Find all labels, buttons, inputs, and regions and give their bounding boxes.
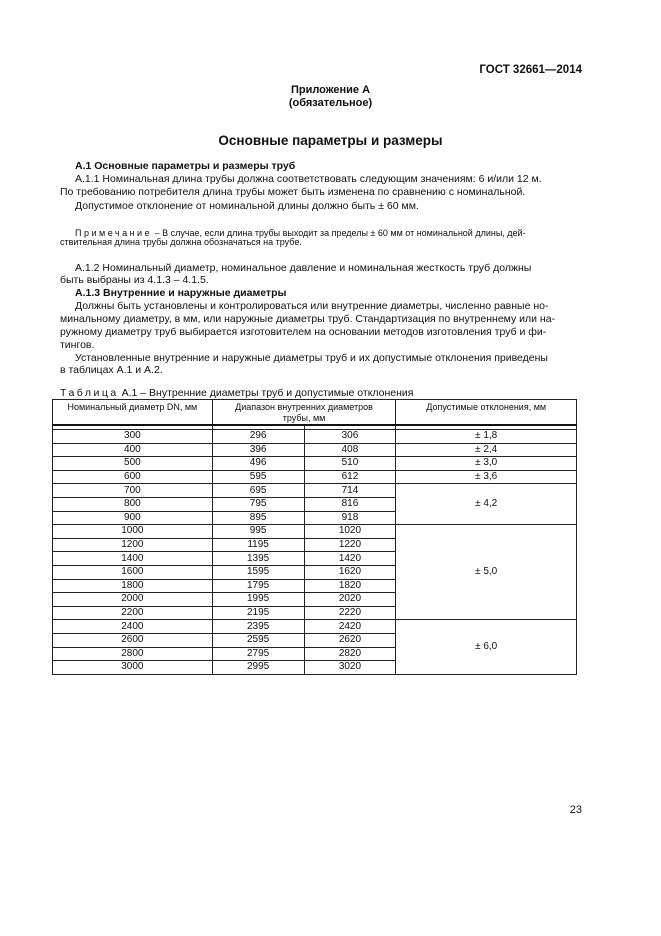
- table-header-row: [53, 400, 577, 426]
- table-row: [53, 620, 577, 634]
- table-cell: 612: [304, 470, 396, 484]
- table-cell: 408: [304, 443, 396, 457]
- tolerance-cell: ± 3,6: [396, 470, 577, 484]
- table-cell: 1800: [53, 579, 213, 593]
- tolerance-cell: ± 5,0: [396, 525, 577, 620]
- table-caption-label: Таблица: [60, 387, 119, 399]
- table-cell: 2200: [53, 606, 213, 620]
- table-cell: 2600: [53, 633, 213, 647]
- table-row: [53, 470, 577, 484]
- table-cell: 714: [304, 484, 396, 498]
- table-cell: 700: [53, 484, 213, 498]
- table-cell: 296: [212, 430, 304, 444]
- table-cell: 300: [53, 430, 213, 444]
- paragraph-a12-line2: быть выбраны из 4.1.3 – 4.1.5.: [60, 274, 209, 286]
- table-cell: 2800: [53, 647, 213, 661]
- table-cell: 1600: [53, 565, 213, 579]
- table-cell: 2020: [304, 593, 396, 607]
- document-code: ГОСТ 32661—2014: [479, 64, 582, 76]
- table-cell: 816: [304, 497, 396, 511]
- table-cell: 995: [212, 525, 304, 539]
- note-text: – В случае, если длина трубы выходит за пределы ± 60 мм от номинальной длины, дей-: [152, 228, 526, 238]
- table-cell: 2420: [304, 620, 396, 634]
- table-cell: 3000: [53, 661, 213, 675]
- section-a1-heading: А.1 Основные параметры и размеры труб: [75, 160, 296, 172]
- paragraph-a11-line1: А.1.1 Номинальная длина трубы должна соответствовать следующим значениям: 6 и/или 12 м.: [75, 173, 542, 185]
- table-row: [53, 443, 577, 457]
- table-cell: 1595: [212, 565, 304, 579]
- table-cell: 1220: [304, 538, 396, 552]
- table-cell: 1195: [212, 538, 304, 552]
- paragraph-a11-line2: По требованию потребителя длина трубы может быть изменена по сравнению с номинальной.: [60, 186, 526, 198]
- table-cell: 2000: [53, 593, 213, 607]
- table-cell: 2620: [304, 633, 396, 647]
- table-cell: 695: [212, 484, 304, 498]
- table-cell: 1820: [304, 579, 396, 593]
- appendix-subtitle: (обязательное): [288, 97, 373, 109]
- tolerance-cell: ± 4,2: [396, 484, 577, 525]
- table-cell: 1020: [304, 525, 396, 539]
- note-line2: ствительная длина трубы должна обозначаться на трубе.: [60, 237, 302, 247]
- table-cell: 1995: [212, 593, 304, 607]
- table-cell: 2400: [53, 620, 213, 634]
- table-row: [53, 525, 577, 539]
- table-cell: 396: [212, 443, 304, 457]
- table-cell: 1420: [304, 552, 396, 566]
- table-cell: 2820: [304, 647, 396, 661]
- paragraph-a13-line2: минальному диаметру, в мм, или наружные диаметры труб. Стандартизация по внутреннему или на-: [60, 313, 556, 325]
- main-title: Основные параметры и размеры: [218, 133, 443, 148]
- table-row: [53, 430, 577, 444]
- table-cell: 2220: [304, 606, 396, 620]
- table-cell: 900: [53, 511, 213, 525]
- paragraph-a13-line1: Должны быть установлены и контролироваться или внутренние диаметры, численно равные но-: [75, 300, 549, 312]
- table-cell: 1620: [304, 565, 396, 579]
- table-cell: 1395: [212, 552, 304, 566]
- table-cell: 400: [53, 443, 213, 457]
- table-caption-text: А.1 – Внутренние диаметры труб и допустимые отклонения: [118, 387, 414, 399]
- table-cell: 2995: [212, 661, 304, 675]
- tolerance-cell: ± 2,4: [396, 443, 577, 457]
- table-cell: 1200: [53, 538, 213, 552]
- header-inner-diameter-range: Диапазон внутренних диаметров трубы, мм: [212, 400, 396, 426]
- table-cell: 3020: [304, 661, 396, 675]
- note-label: Примечание: [75, 228, 153, 238]
- paragraph-a13-line4: тингов.: [60, 339, 95, 351]
- table-cell: 795: [212, 497, 304, 511]
- table-cell: 595: [212, 470, 304, 484]
- diameters-table: [52, 399, 577, 675]
- table-cell: 2195: [212, 606, 304, 620]
- table-cell: 600: [53, 470, 213, 484]
- appendix-title: Приложение А: [290, 84, 371, 96]
- table-cell: 1400: [53, 552, 213, 566]
- table-cell: 918: [304, 511, 396, 525]
- tolerance-cell: ± 3,0: [396, 457, 577, 471]
- table-cell: 500: [53, 457, 213, 471]
- table-cell: 306: [304, 430, 396, 444]
- table-cell: 800: [53, 497, 213, 511]
- tolerance-cell: ± 6,0: [396, 620, 577, 674]
- table-cell: 2395: [212, 620, 304, 634]
- table-row: [53, 457, 577, 471]
- header-tolerance: Допустимые отклонения, мм: [396, 400, 577, 426]
- section-a13-heading: А.1.3 Внутренние и наружные диаметры: [75, 287, 287, 299]
- paragraph-a13-line3: ружному диаметру труб выбирается изготовителем на основании методов изготовления труб и фи-: [60, 326, 547, 338]
- table-cell: 895: [212, 511, 304, 525]
- paragraph-tables-line1: Установленные внутренние и наружные диаметры труб и их допустимые отклонения приведены: [75, 352, 548, 364]
- table-cell: 1795: [212, 579, 304, 593]
- page-number: 23: [569, 804, 582, 816]
- table-row: [53, 484, 577, 498]
- table-caption: [60, 387, 413, 399]
- paragraph-a12-line1: А.1.2 Номинальный диаметр, номинальное давление и номинальная жесткость труб должны: [75, 262, 532, 274]
- table-cell: 496: [212, 457, 304, 471]
- paragraph-tolerance: Допустимое отклонение от номинальной длины должно быть ± 60 мм.: [75, 200, 419, 212]
- table-cell: 2595: [212, 633, 304, 647]
- header-nominal-diameter: Номинальный диаметр DN, мм: [53, 400, 213, 426]
- table-cell: 510: [304, 457, 396, 471]
- paragraph-tables-line2: в таблицах А.1 и А.2.: [60, 364, 163, 376]
- table-cell: 2795: [212, 647, 304, 661]
- tolerance-cell: ± 1,8: [396, 430, 577, 444]
- table-cell: 1000: [53, 525, 213, 539]
